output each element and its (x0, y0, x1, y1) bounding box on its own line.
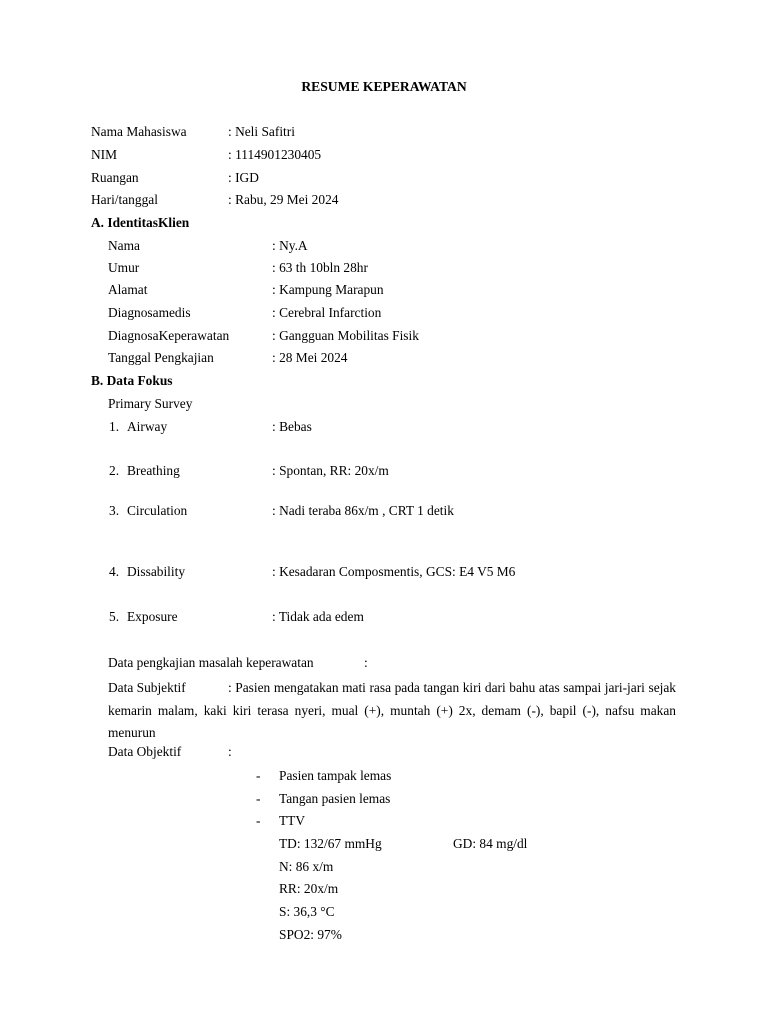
header-label-nim: NIM (91, 147, 118, 162)
bullet-1: - (256, 768, 261, 783)
header-label-tanggal: Hari/tanggal (91, 192, 158, 207)
survey-num-2: 2. (109, 463, 120, 478)
ttv-rr: RR: 20x/m (279, 881, 339, 896)
ttv-gd: GD: 84 mg/dl (453, 836, 528, 851)
survey-num-1: 1. (109, 419, 120, 434)
ttv-n: N: 86 x/m (279, 859, 334, 874)
survey-value-dissability: : Kesadaran Composmentis, GCS: E4 V5 M6 (272, 564, 516, 579)
identity-value-tanggal-pengkajian: : 28 Mei 2024 (272, 350, 348, 365)
primary-survey-label: Primary Survey (108, 396, 193, 411)
survey-value-circulation: : Nadi teraba 86x/m , CRT 1 detik (272, 503, 454, 518)
data-objektif-label: Data Objektif (108, 744, 182, 759)
survey-value-breathing: : Spontan, RR: 20x/m (272, 463, 389, 478)
bullet-2: - (256, 791, 261, 806)
identity-value-alamat: : Kampung Marapun (272, 282, 384, 297)
bullet-3: - (256, 813, 261, 828)
section-a-heading: A. IdentitasKlien (91, 215, 190, 230)
survey-value-exposure: : Tidak ada edem (272, 609, 364, 624)
survey-num-5: 5. (109, 609, 120, 624)
data-objektif-colon: : (228, 744, 232, 759)
survey-label-airway: Airway (127, 419, 168, 434)
objektif-item-lemas: Pasien tampak lemas (279, 768, 392, 783)
survey-num-4: 4. (109, 564, 120, 579)
survey-label-dissability: Dissability (127, 564, 186, 579)
identity-label-alamat: Alamat (108, 282, 148, 297)
identity-label-diagnosa-medis: Diagnosamedis (108, 305, 191, 320)
ttv-td: TD: 132/67 mmHg (279, 836, 382, 851)
identity-value-diagnosa-keperawatan: : Gangguan Mobilitas Fisik (272, 328, 419, 343)
objektif-item-ttv: TTV (279, 813, 306, 828)
identity-label-diagnosa-keperawatan: DiagnosaKeperawatan (108, 328, 230, 343)
survey-label-exposure: Exposure (127, 609, 178, 624)
survey-label-breathing: Breathing (127, 463, 180, 478)
header-label-ruangan: Ruangan (91, 170, 139, 185)
objektif-item-tangan: Tangan pasien lemas (279, 791, 391, 806)
document-title: RESUME KEPERAWATAN (301, 79, 467, 94)
survey-value-airway: : Bebas (272, 419, 312, 434)
identity-value-nama: : Ny.A (272, 238, 308, 253)
survey-label-circulation: Circulation (127, 503, 188, 518)
data-subjektif-paragraph (108, 677, 676, 745)
data-subjektif-text: : Pasien mengatakan mati rasa pada tangan kiri dari bahu atas sampai jari-jari sejak kemarin malam, kaki kiri terasa nyeri, mual (+), muntah (+) 2x, demam (-), bapil (-), nafsu makan menurun (108, 680, 676, 741)
header-value-nama: : Neli Safitri (228, 124, 295, 139)
identity-label-nama: Nama (108, 238, 140, 253)
data-pengkajian-label: Data pengkajian masalah keperawatan (108, 655, 314, 670)
identity-value-umur: : 63 th 10bln 28hr (272, 260, 368, 275)
header-value-ruangan: : IGD (228, 170, 259, 185)
identity-value-diagnosa-medis: : Cerebral Infarction (272, 305, 382, 320)
identity-label-umur: Umur (108, 260, 140, 275)
section-b-heading: B. Data Fokus (91, 373, 173, 388)
header-label-nama: Nama Mahasiswa (91, 124, 187, 139)
data-pengkajian-colon: : (364, 655, 368, 670)
ttv-s: S: 36,3 °C (279, 904, 335, 919)
header-value-nim: : 1114901230405 (228, 147, 322, 162)
identity-label-tanggal-pengkajian: Tanggal Pengkajian (108, 350, 214, 365)
data-subjektif-label: Data Subjektif (108, 680, 186, 695)
header-value-tanggal: : Rabu, 29 Mei 2024 (228, 192, 339, 207)
ttv-spo2: SPO2: 97% (279, 927, 342, 942)
survey-num-3: 3. (109, 503, 120, 518)
